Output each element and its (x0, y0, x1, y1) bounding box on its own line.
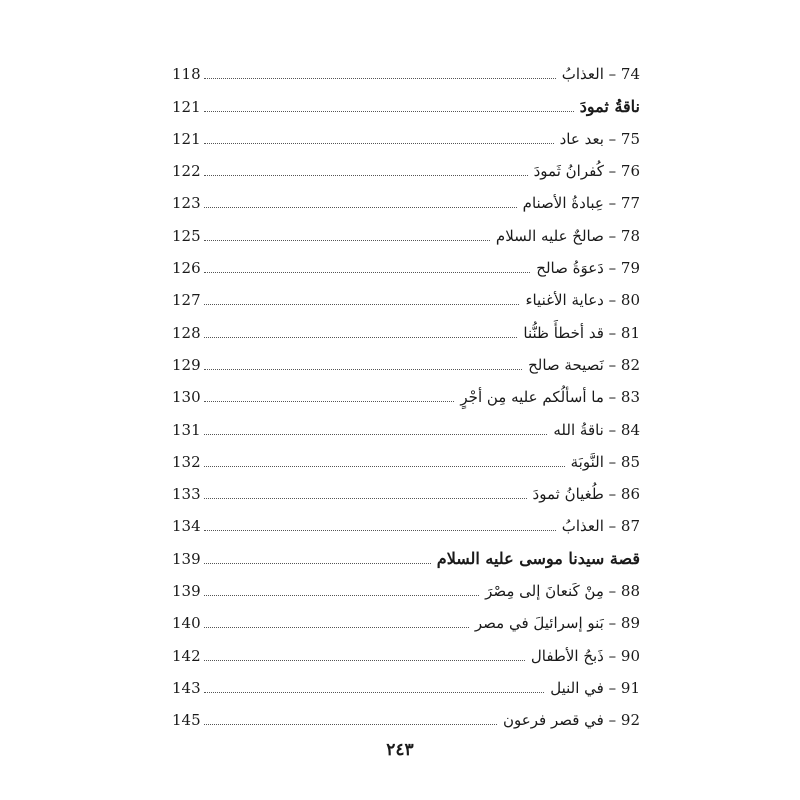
dot-leader (204, 433, 547, 435)
dot-leader (204, 465, 565, 467)
dot-leader (204, 368, 522, 370)
toc-section-title: قصة سيدنا موسى عليه السلام (436, 548, 640, 568)
dot-leader (204, 400, 454, 402)
toc-title: 88 – مِنْ كَنعانَ إلى مِصْرَ (485, 582, 640, 601)
toc-page-number: 142 (172, 646, 201, 665)
toc-page-number: 127 (172, 291, 201, 310)
footer-page-number: ٢٤٣ (386, 740, 414, 760)
toc-row (172, 282, 640, 314)
toc-row (172, 379, 640, 411)
dot-leader (204, 174, 528, 176)
dot-leader (204, 562, 431, 564)
toc-page-number: 134 (172, 517, 201, 536)
toc-page-number: 129 (172, 355, 201, 374)
toc-row (172, 476, 640, 508)
toc-title: 81 – قد أخطأَ ظنُّنا (523, 323, 640, 342)
toc-page-number: 132 (172, 452, 201, 471)
toc-page-number: 143 (172, 678, 201, 697)
toc-title: 87 – العذابُ (561, 517, 640, 536)
toc-page-number: 121 (172, 129, 201, 148)
toc-page-number: 131 (172, 420, 201, 439)
toc-row (172, 314, 640, 346)
toc-page-number: 139 (172, 549, 201, 568)
toc-title: 91 – في النيل (550, 678, 640, 697)
toc-row (172, 508, 640, 540)
toc-section-row (172, 88, 640, 120)
toc-row (172, 121, 640, 153)
toc-row (172, 411, 640, 443)
toc-title: 83 – ما أسألُكم عليه مِن أجْرٍ (460, 388, 640, 407)
dot-leader (204, 239, 490, 241)
toc-section-title: ناقةُ ثمودَ (579, 96, 640, 116)
toc-page-number: 128 (172, 323, 201, 342)
dot-leader (204, 110, 574, 112)
toc-title: 90 – ذَبحُ الأطفال (530, 646, 640, 665)
toc-title: 75 – بعد عاد (559, 129, 640, 148)
toc-title: 74 – العذابُ (561, 65, 640, 84)
toc-page-number: 126 (172, 259, 201, 278)
toc-page-number: 139 (172, 582, 201, 601)
toc-row (172, 56, 640, 88)
toc-row (172, 347, 640, 379)
toc-row (172, 444, 640, 476)
toc-title: 77 – عِبادةُ الأصنام (522, 194, 640, 213)
dot-leader (204, 691, 544, 693)
dot-leader (204, 271, 530, 273)
toc-row (172, 217, 640, 249)
toc-page-number: 130 (172, 388, 201, 407)
toc-title: 82 – نَصيحة صالح (528, 355, 640, 374)
toc-page-number: 140 (172, 614, 201, 633)
toc-page-number: 121 (172, 97, 201, 116)
toc-row (172, 605, 640, 637)
toc-page-number: 118 (172, 65, 201, 84)
toc-title: 78 – صالحٌ عليه السلام (495, 226, 640, 245)
toc-title: 84 – ناقةُ الله (553, 420, 640, 439)
dot-leader (204, 206, 517, 208)
dot-leader (204, 659, 525, 661)
toc-row (172, 670, 640, 702)
dot-leader (204, 142, 554, 144)
dot-leader (204, 336, 517, 338)
dot-leader (204, 77, 556, 79)
toc-row (172, 153, 640, 185)
toc-title: 79 – دَعوَةُ صالح (536, 259, 640, 278)
toc-page-number: 133 (172, 485, 201, 504)
dot-leader (204, 529, 556, 531)
toc-title: 80 – دعاية الأغنياء (525, 291, 640, 310)
dot-leader (204, 303, 519, 305)
toc-title: 92 – في قصر فرعون (503, 711, 640, 730)
toc-title: 85 – النَّوبَة (570, 452, 640, 471)
toc-title: 89 – بَنو إسرائيلَ في مصر (474, 614, 640, 633)
dot-leader (204, 594, 479, 596)
toc-row (172, 185, 640, 217)
table-of-contents (172, 56, 640, 734)
toc-page-number: 123 (172, 194, 201, 213)
toc-row (172, 637, 640, 669)
toc-page-number: 145 (172, 711, 201, 730)
toc-page-number: 122 (172, 162, 201, 181)
toc-title: 86 – طُغيانُ ثمودَ (532, 485, 640, 504)
dot-leader (204, 497, 527, 499)
toc-title: 76 – كُفرانُ ثَمودَ (533, 162, 640, 181)
dot-leader (204, 723, 497, 725)
toc-section-row (172, 540, 640, 572)
toc-page-number: 125 (172, 226, 201, 245)
toc-row (172, 702, 640, 734)
toc-row (172, 250, 640, 282)
dot-leader (204, 626, 469, 628)
toc-row (172, 573, 640, 605)
